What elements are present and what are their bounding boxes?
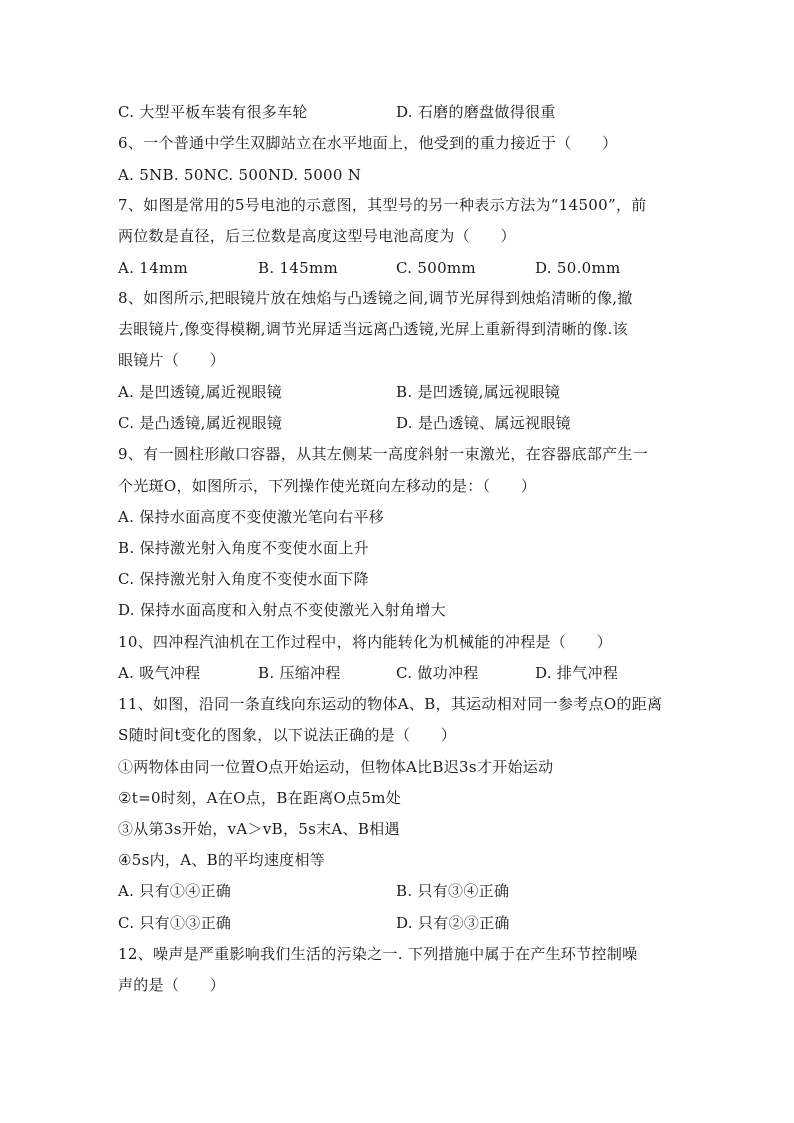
q11-statement-3: ③从第3s开始，vA＞vB，5s末A、B相遇 (118, 820, 400, 838)
q7-option-b: B. 145mm (258, 259, 339, 277)
q8-option-c: C. 是凸透镜,属近视眼镜 (118, 414, 283, 432)
q11-statement-2: ②t=0时刻，A在O点，B在距离O点5m处 (118, 789, 402, 807)
q8-option-b: B. 是凹透镜,属远视眼镜 (396, 383, 561, 401)
q8-stem-line-1: 8、如图所示,把眼镜片放在烛焰与凸透镜之间,调节光屏得到烛焰清晰的像,撤 (118, 289, 633, 307)
q11-stem-line-1: 11、如图，沿同一条直线向东运动的物体A、B，其运动相对同一参考点O的距离 (118, 695, 663, 713)
q11-option-c: C. 只有①③正确 (118, 914, 232, 932)
q9-option-b: B. 保持激光射入角度不变使水面上升 (118, 539, 369, 557)
q9-option-c: C. 保持激光射入角度不变使水面下降 (118, 570, 369, 588)
q10-option-b: B. 压缩冲程 (258, 664, 341, 682)
q7-stem-line-2: 两位数是直径，后三位数是高度这型号电池高度为（ ） (118, 227, 516, 245)
q10-option-a: A. 吸气冲程 (118, 664, 201, 682)
q5-option-d: D. 石磨的磨盘做得很重 (396, 103, 556, 121)
q10-stem: 10、四冲程汽油机在工作过程中，将内能转化为机械能的冲程是（ ） (118, 633, 612, 651)
q7-option-d: D. 50.0mm (535, 259, 621, 277)
q12-stem-line-2: 声的是（ ） (118, 976, 226, 994)
q8-stem-line-2: 去眼镜片,像变得模糊,调节光屏适当远离凸透镜,光屏上重新得到清晰的像.该 (118, 320, 628, 338)
q11-option-d: D. 只有②③正确 (396, 914, 510, 932)
q8-stem-line-3: 眼镜片（ ） (118, 351, 226, 369)
q12-stem-line-1: 12、噪声是严重影响我们生活的污染之一. 下列措施中属于在产生环节控制噪 (118, 945, 638, 963)
q10-option-d: D. 排气冲程 (535, 664, 619, 682)
q11-statement-4: ④5s内，A、B的平均速度相等 (118, 851, 326, 869)
q9-stem-line-2: 个光斑O，如图所示，下列操作使光斑向左移动的是：（ ） (118, 477, 537, 495)
q10-option-c: C. 做功冲程 (396, 664, 479, 682)
q11-option-b: B. 只有③④正确 (396, 882, 510, 900)
q8-option-a: A. 是凹透镜,属近视眼镜 (118, 383, 283, 401)
q11-option-a: A. 只有①④正确 (118, 882, 232, 900)
q9-option-a: A. 保持水面高度不变使激光笔向右平移 (118, 508, 385, 526)
q9-option-d: D. 保持水面高度和入射点不变使激光入射角增大 (118, 601, 446, 619)
q7-option-a: A. 14mm (118, 259, 189, 277)
q6-options: A. 5NB. 50NC. 500ND. 5000 N (118, 166, 362, 184)
q8-option-d: D. 是凸透镜、属远视眼镜 (396, 414, 571, 432)
q6-stem: 6、一个普通中学生双脚站立在水平地面上，他受到的重力接近于（ ） (118, 134, 618, 152)
q7-option-c: C. 500mm (396, 259, 476, 277)
q9-stem-line-1: 9、有一圆柱形敞口容器，从其左侧某一高度斜射一束激光，在容器底部产生一 (118, 445, 649, 463)
q7-stem-line-1: 7、如图是常用的5号电池的示意图，其型号的另一种表示方法为“14500”，前 (118, 196, 647, 214)
q11-statement-1: ①两物体由同一位置O点开始运动，但物体A比B迟3s才开始运动 (118, 758, 554, 776)
q11-stem-line-2: S随时间t变化的图象，以下说法正确的是（ ） (118, 726, 457, 744)
q5-option-c: C. 大型平板车装有很多车轮 (118, 103, 308, 121)
